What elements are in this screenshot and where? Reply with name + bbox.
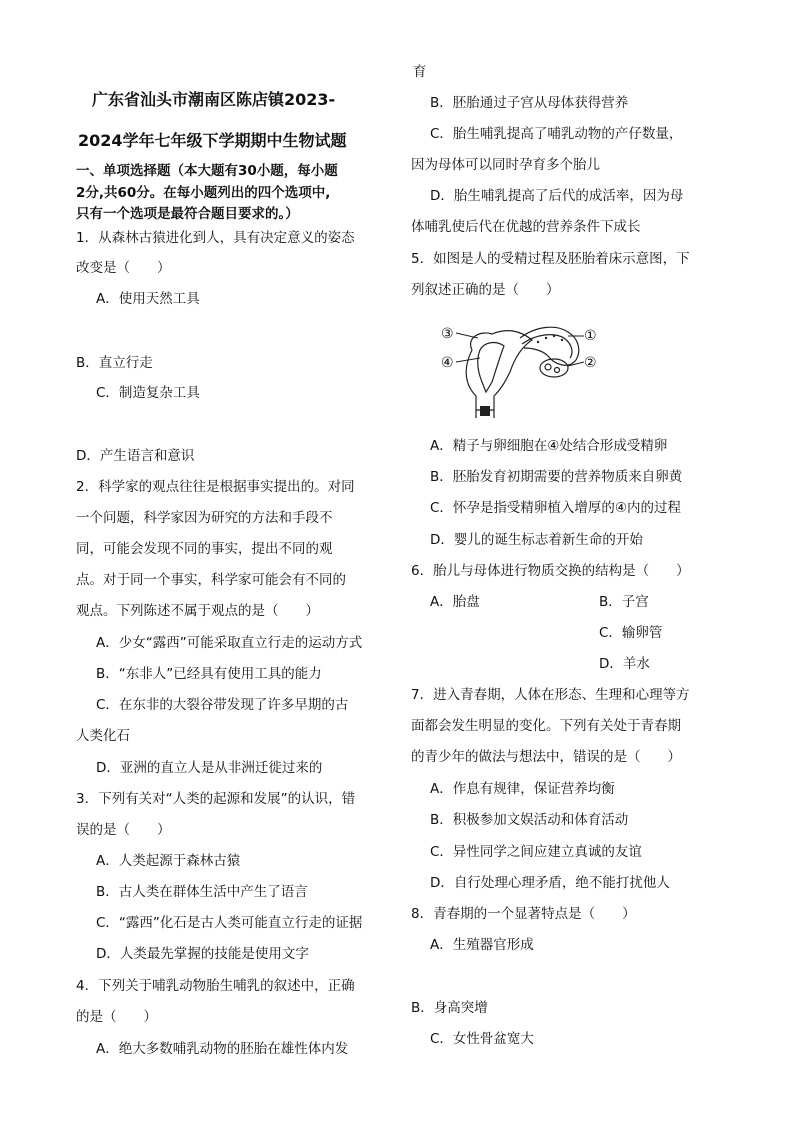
q5-option-b: B．胚胎发育初期需要的营养物质来自卵黄 [430,469,683,485]
q7-option-c: C．异性同学之间应建立真诚的友谊 [430,844,642,860]
q6-option-a: A．胎盘 [430,594,480,610]
q2-option-b: B．“东非人”已经具有使用工具的能力 [96,666,322,682]
q8-option-b: B．身高突增 [411,1000,488,1016]
q1-stem-line1: 1．从森林古猿进化到人，具有决定意义的姿态 [76,230,355,246]
section-header-line1: 一、单项选择题（本大题有30小题，每小题 [76,163,338,179]
figure-label-3: ③ [441,326,454,342]
q8-option-a: A．生殖器官形成 [430,937,534,953]
q5-option-a: A．精子与卵细胞在④处结合形成受精卵 [430,438,668,454]
q2-stem-line4: 点。对于同一个事实，科学家可能会有不同的 [76,572,346,588]
q2-stem-line5: 观点。下列陈述不属于观点的是（ ） [76,603,319,619]
q3-stem-line2: 误的是（ ） [76,822,171,838]
q8-option-c: C．女性骨盆宽大 [430,1031,534,1047]
q3-option-b: B．古人类在群体生活中产生了语言 [96,884,308,900]
q6-option-d: D．羊水 [599,656,650,672]
q4-option-d-line2: 体哺乳使后代在优越的营养条件下成长 [411,219,641,235]
q2-option-a: A．少女“露西”可能采取直立行走的运动方式 [96,635,363,651]
section-header-line3: 只有一个选项是最符合题目要求的。） [76,206,299,222]
q2-stem-line1: 2．科学家的观点往往是根据事实提出的。对同 [76,479,355,495]
q5-stem-line1: 5．如图是人的受精过程及胚胎着床示意图，下 [411,251,690,267]
page-title-line2: 2024学年七年级下学期期中生物试题 [78,131,347,150]
page-title-line1: 广东省汕头市潮南区陈店镇2023- [92,90,336,109]
reproductive-system-diagram [436,320,606,420]
q7-option-a: A．作息有规律，保证营养均衡 [430,781,615,797]
q4-option-d-line1: D．胎生哺乳提高了后代的成活率，因为母 [430,188,684,204]
q1-option-c: C．制造复杂工具 [96,385,200,401]
figure-label-4: ④ [441,355,454,371]
q7-option-d: D．自行处理心理矛盾，绝不能打扰他人 [430,875,670,891]
q4-stem-line2: 的是（ ） [76,1009,157,1025]
q3-option-a: A．人类起源于森林古猿 [96,853,241,869]
q5-stem-line2: 列叙述正确的是（ ） [411,282,560,298]
q3-option-d: D．人类最先掌握的技能是使用文字 [96,946,309,962]
q4-option-c-line1: C．胎生哺乳提高了哺乳动物的产仔数量， [430,126,683,142]
q7-stem-line3: 的青少年的做法与想法中，错误的是（ ） [411,749,681,765]
q2-stem-line2: 一个问题，科学家因为研究的方法和手段不 [76,510,333,526]
q1-option-b: B．直立行走 [76,355,153,371]
q2-option-c-line2: 人类化石 [76,728,130,744]
section-header-line2: 2分,共60分。在每小题列出的四个选项中, [76,185,331,201]
q6-option-c: C．输卵管 [599,625,663,641]
q2-stem-line3: 同，可能会发现不同的事实，提出不同的观 [76,541,333,557]
q4-option-a-line1: A．绝大多数哺乳动物的胚胎在雄性体内发 [96,1041,349,1057]
q3-option-c: C．“露西”化石是古人类可能直立行走的证据 [96,915,363,931]
q7-stem-line1: 7．进入青春期，人体在形态、生理和心理等方 [411,687,690,703]
q4-option-c-line2: 因为母体可以同时孕育多个胎儿 [411,157,600,173]
q5-option-c: C．怀孕是指受精卵植入增厚的④内的过程 [430,500,682,516]
q4-option-a-line2: 育 [413,64,427,80]
q6-stem: 6．胎儿与母体进行物质交换的结构是（ ） [411,563,690,579]
q7-stem-line2: 面都会发生明显的变化。下列有关处于青春期 [411,718,681,734]
figure-label-1: ① [584,328,597,344]
figure-label-2: ② [584,355,597,371]
q5-option-d: D．婴儿的诞生标志着新生命的开始 [430,532,643,548]
q1-stem-line2: 改变是（ ） [76,260,171,276]
q4-option-b: B．胚胎通过子宫从母体获得营养 [430,95,629,111]
q6-option-b: B．子宫 [599,594,649,610]
q4-stem-line1: 4．下列关于哺乳动物胎生哺乳的叙述中，正确 [76,978,355,994]
q3-stem-line1: 3．下列有关对“人类的起源和发展”的认识，错 [76,791,356,807]
q7-option-b: B．积极参加文娱活动和体育活动 [430,812,629,828]
q1-option-d: D．产生语言和意识 [76,448,195,464]
q1-option-a: A．使用天然工具 [96,291,200,307]
q8-stem: 8．青春期的一个显著特点是（ ） [411,906,636,922]
q2-option-c-line1: C．在东非的大裂谷带发现了许多早期的古 [96,697,349,713]
q2-option-d: D．亚洲的直立人是从非洲迁徙过来的 [96,760,323,776]
